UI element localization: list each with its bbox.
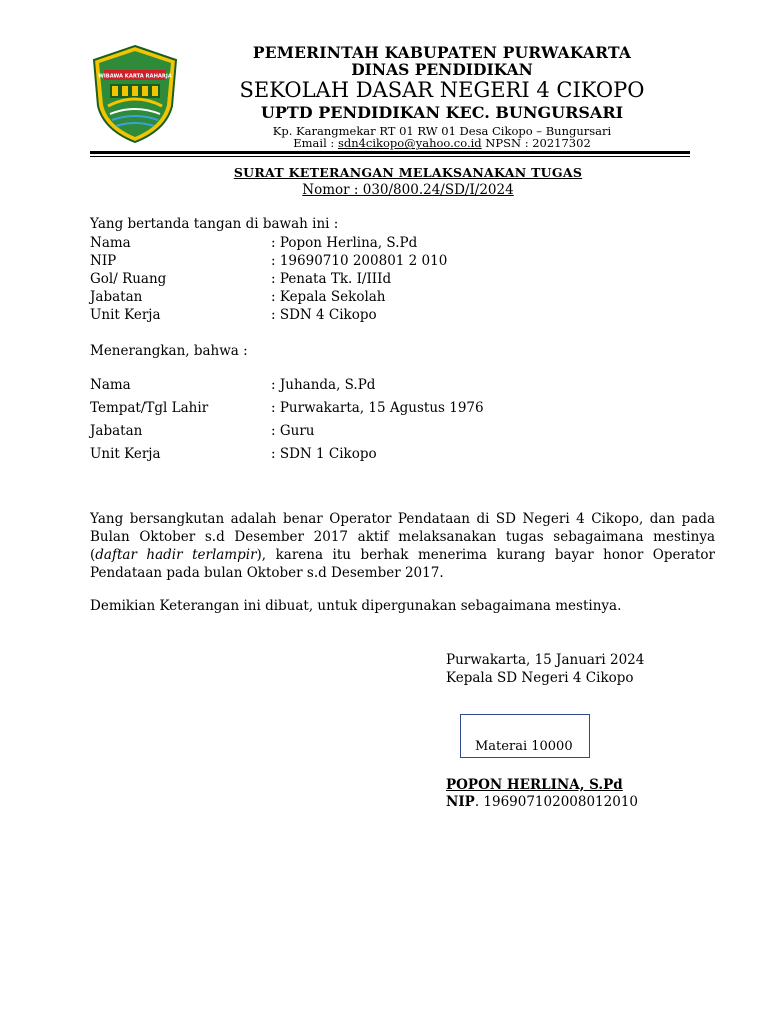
signer-label-nip: NIP (90, 253, 117, 269)
signer-label-position: Jabatan (90, 289, 143, 305)
body-paragraph-2: Demikian Keterangan ini dibuat, untuk dipergunakan sebagaimana mestinya. (90, 598, 622, 614)
subject-value-name: : Juhanda, S.Pd (271, 377, 376, 393)
subject-label-position: Jabatan (90, 423, 143, 439)
subject-label-unit: Unit Kerja (90, 446, 161, 462)
document-title: SURAT KETERANGAN MELAKSANAKAN TUGAS (233, 165, 583, 180)
signer-value-name: : Popon Herlina, S.Pd (271, 235, 418, 251)
body-paragraph-1: Yang bersangkutan adalah benar Operator Pendataan di SD Negeri 4 Cikopo, dan pada Bulan Oktober s.d Desember 2017 aktif melaksanakan tugas sebagaimana mestinya (daftar hadir terlampir), karena itu berhak menerima kurang bayar honor Operator Pendataan pada bulan Oktober s.d Desember 2017. (90, 511, 715, 581)
subject-value-birth: : Purwakarta, 15 Agustus 1976 (271, 400, 484, 416)
declares-text: Menerangkan, bahwa : (90, 343, 248, 359)
signer-label-rank: Gol/ Ruang (90, 271, 167, 287)
letterhead-thin-rule (90, 156, 690, 157)
attachment-note: daftar hadir terlampir (95, 547, 257, 563)
duty-stamp-box (460, 714, 590, 758)
signer-value-nip: : 19690710 200801 2 010 (271, 253, 448, 269)
npsn-text: NPSN : 20217302 (481, 136, 591, 151)
letterhead (196, 44, 688, 150)
signer-label-name: Nama (90, 235, 131, 251)
signature-position: Kepala SD Negeri 4 Cikopo (446, 670, 634, 686)
letterhead-government: PEMERINTAH KABUPATEN PURWAKARTA (252, 43, 632, 62)
letterhead-uptd: UPTD PENDIDIKAN KEC. BUNGURSARI (260, 103, 624, 123)
letterhead-office: DINAS PENDIDIKAN (351, 60, 533, 80)
document-number: Nomor : 030/800.24/SD/I/2024 (302, 182, 514, 198)
signer-value-unit: : SDN 4 Cikopo (271, 307, 377, 323)
signer-label-unit: Unit Kerja (90, 307, 161, 323)
signature-nip: NIP. 196907102008012010 (446, 794, 638, 810)
regency-emblem-icon (92, 44, 178, 144)
subject-label-name: Nama (90, 377, 131, 393)
subject-value-unit: : SDN 1 Cikopo (271, 446, 377, 462)
emblem-motto: WIBAWA KARTA RAHARJA (98, 73, 172, 80)
signature-name: POPON HERLINA, S.Pd (446, 777, 623, 793)
letterhead-school: SEKOLAH DASAR NEGERI 4 CIKOPO (239, 78, 645, 103)
letterhead-address: Kp. Karangmekar RT 01 RW 01 Desa Cikopo – Bungursari (272, 123, 612, 138)
letterhead-contact (196, 137, 688, 150)
subject-label-birth: Tempat/Tgl Lahir (90, 400, 209, 416)
signer-intro: Yang bertanda tangan di bawah ini : (90, 216, 339, 232)
signer-value-position: : Kepala Sekolah (271, 289, 386, 305)
signature-place-date: Purwakarta, 15 Januari 2024 (446, 652, 645, 668)
letterhead-thick-rule (90, 151, 690, 154)
email-label: Email : (293, 136, 338, 151)
duty-stamp-label: Materai 10000 (475, 739, 573, 754)
email-link[interactable]: sdn4cikopo@yahoo.co.id (337, 136, 482, 151)
subject-value-position: : Guru (271, 423, 315, 439)
signer-value-rank: : Penata Tk. I/IIId (271, 271, 392, 287)
